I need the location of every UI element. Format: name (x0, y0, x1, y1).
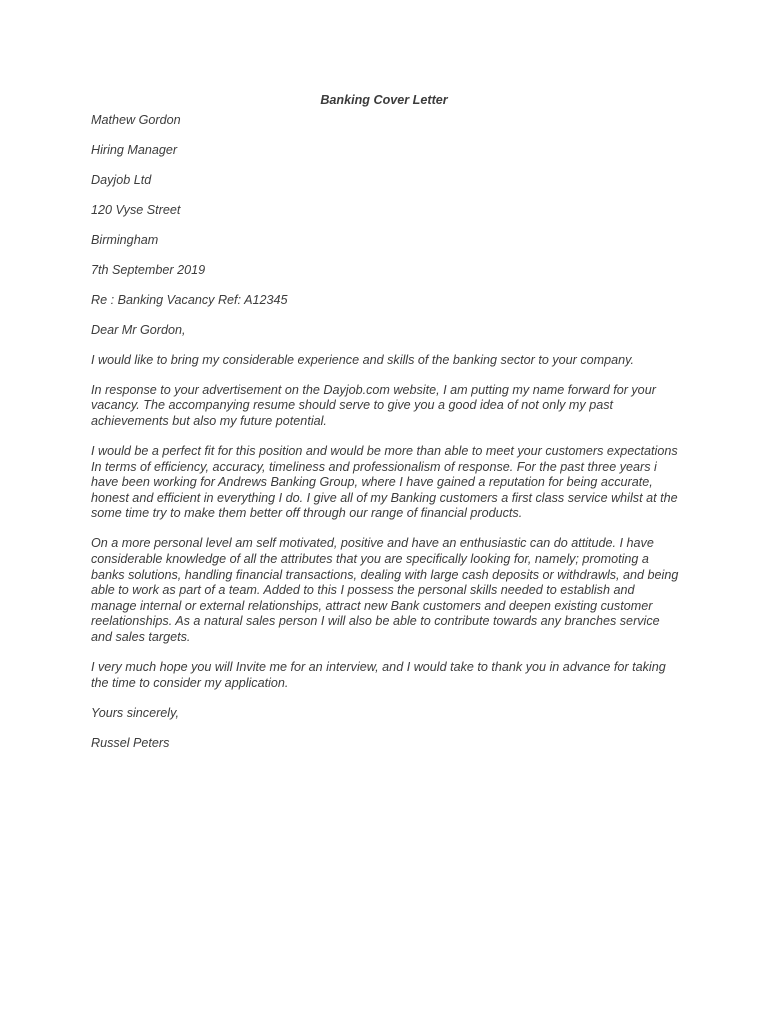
letter-date: 7th September 2019 (91, 262, 206, 277)
paragraph-interview: I very much hope you will Invite me for an interview, and I would take to thank you in advance for taking the time to consider my application. (91, 659, 666, 690)
closing: Yours sincerely, (91, 705, 179, 720)
document-title: Banking Cover Letter (320, 93, 448, 107)
salutation: Dear Mr Gordon, (91, 322, 186, 337)
paragraph-intro: I would like to bring my considerable experience and skills of the banking sector to your company. (91, 352, 634, 367)
paragraph-personal: On a more personal level am self motivated, positive and have an enthusiastic can do attitude. I have considerable knowledge of all the attributes that you are specifically looking for, namely; promoting a banks solutions, handling financial transactions, dealing with large cash deposits or withdrawls, and being able to work as part of a team. Added to this I possess the personal skills needed to establish and manage internal or external relationships, attract new Bank customers and deepen existing customer reelationships. As a natural sales person I will also be able to contribute towards any branches service and sales targets. (91, 536, 679, 644)
letter-body (91, 113, 681, 765)
signature-name: Russel Peters (91, 735, 170, 750)
paragraph-response: In response to your advertisement on the Dayjob.com website, I am putting my name forward for your vacancy. The accompanying resume should serve to give you a good idea of not only my past achievements but also my future potential. (91, 382, 656, 429)
recipient-company: Dayjob Ltd (91, 172, 152, 187)
recipient-name: Mathew Gordon (91, 113, 181, 127)
recipient-role: Hiring Manager (91, 142, 178, 157)
recipient-street: 120 Vyse Street (91, 202, 181, 217)
reference-line: Re : Banking Vacancy Ref: A12345 (91, 292, 288, 307)
recipient-city: Birmingham (91, 232, 159, 247)
paragraph-fit: I would be a perfect fit for this position and would be more than able to meet your customers expectations In terms of efficiency, accuracy, timeliness and professionalism of response. For the past three years i have been working for Andrews Banking Group, where I have gained a reputation for being accurate, honest and efficient in everything I do. I give all of my Banking customers a first class service whilst at the some time try to make them better off through our range of financial products. (91, 444, 678, 521)
